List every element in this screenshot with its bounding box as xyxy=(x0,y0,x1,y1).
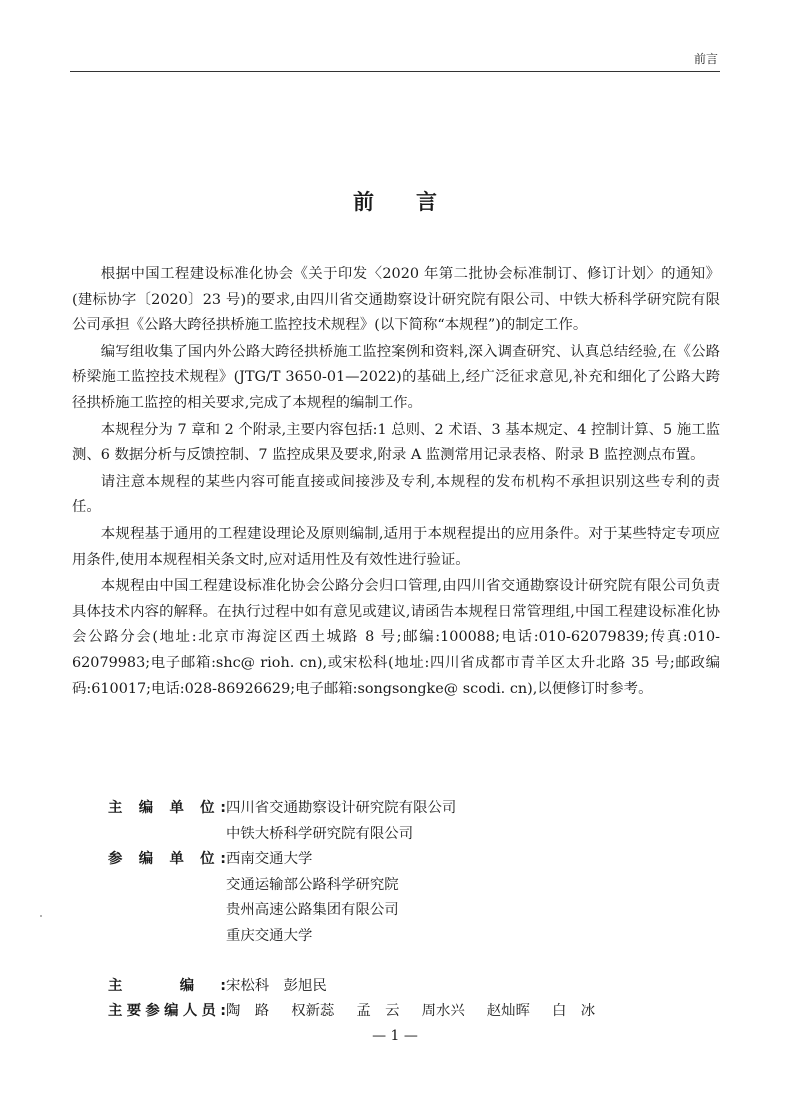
participating-units-list xyxy=(226,847,399,949)
participants-row xyxy=(108,999,595,1025)
page-title: 前言 xyxy=(353,190,479,214)
participant: 陶 路 xyxy=(226,1003,270,1020)
paragraph: 本规程基于通用的工程建设理论及原则编制,适用于本规程提出的应用条件。对于某些特定专项应用条件,使用本规程相关条文时,应对适用性及有效性进行验证。 xyxy=(72,525,720,568)
participants-label: 主要参编人员: xyxy=(108,1003,226,1020)
participating-unit: 贵州高速公路集团有限公司 xyxy=(226,902,399,919)
participating-units-label: 参 编 单 位: xyxy=(108,851,226,868)
paragraph: 本规程由中国工程建设标准化协会公路分会归口管理,由四川省交通勘察设计研究院有限公司负责具体技术内容的解释。在执行过程中如有意见或建议,请函告本规程日常管理组,中国工程建设标准化协会公路分会(地址:北京市海淀区西土城路 8 号;邮编:100088;电话:010-62079839;传真:010-62079983;电子邮箱:shc@ rioh. cn),或宋松科(地址:四川省成都市青羊区太升北路 35 号;邮政编码:610017;电话:028-86926629;电子邮箱:songsongke@ scodi. cn),以便修订时参考。 xyxy=(72,578,720,697)
chief-editors-row xyxy=(108,974,595,1000)
participating-unit: 西南交通大学 xyxy=(226,851,313,868)
participant: 赵灿晖 xyxy=(486,1003,530,1020)
page-number: — 1 — xyxy=(372,1028,418,1044)
editorial-staff xyxy=(108,796,595,1025)
participating-unit: 交通运输部公路科学研究院 xyxy=(226,876,399,893)
paragraph: 请注意本规程的某些内容可能直接或间接涉及专利,本规程的发布机构不承担识别这些专利的责任。 xyxy=(72,473,720,516)
scan-speck xyxy=(40,915,42,917)
paragraph: 根据中国工程建设标准化协会《关于印发〈2020 年第二批协会标准制订、修订计划〉的通知》(建标协字〔2020〕23 号)的要求,由四川省交通勘察设计研究院有限公司、中铁大桥科学研究院有限公司承担《公路大跨径拱桥施工监控技术规程》(以下简称“本规程”)的制定工作。 xyxy=(72,266,720,334)
chief-units-row xyxy=(108,796,595,847)
chief-units-label: 主 编 单 位: xyxy=(108,800,226,816)
participant: 孟 云 xyxy=(356,1003,400,1020)
paragraph: 编写组收集了国内外公路大跨径拱桥施工监控案例和资料,深入调查研究、认真总结经验,在《公路桥梁施工监控技术规程》(JTG/T 3650-01—2022)的基础上,经广泛征求意见,补充和细化了公路大跨径拱桥施工监控的相关要求,完成了本规程的编制工作。 xyxy=(72,343,720,411)
participant: 周水兴 xyxy=(421,1003,465,1020)
chief-unit: 四川省交通勘察设计研究院有限公司 xyxy=(226,800,457,816)
participants-list xyxy=(226,999,595,1025)
paragraph: 本规程分为 7 章和 2 个附录,主要内容包括:1 总则、2 术语、3 基本规定、4 控制计算、5 施工监测、6 数据分析与反馈控制、7 监控成果及要求,附录 A 监测常用记录表格、附录 B 监控测点布置。 xyxy=(72,421,720,464)
preface-body xyxy=(72,262,720,703)
participating-units-row xyxy=(108,847,595,949)
participant: 权新蕊 xyxy=(291,1003,335,1020)
participating-unit: 重庆交通大学 xyxy=(226,927,313,944)
spacer xyxy=(108,950,595,974)
chief-editors: 宋松科 彭旭民 xyxy=(226,977,327,994)
chief-editors-label: 主 编: xyxy=(108,977,226,994)
participant: 白 冰 xyxy=(551,1003,596,1020)
running-header: 前言 xyxy=(693,52,718,66)
chief-units-list xyxy=(226,796,456,847)
header-divider xyxy=(70,71,720,72)
chief-unit: 中铁大桥科学研究院有限公司 xyxy=(226,825,414,842)
